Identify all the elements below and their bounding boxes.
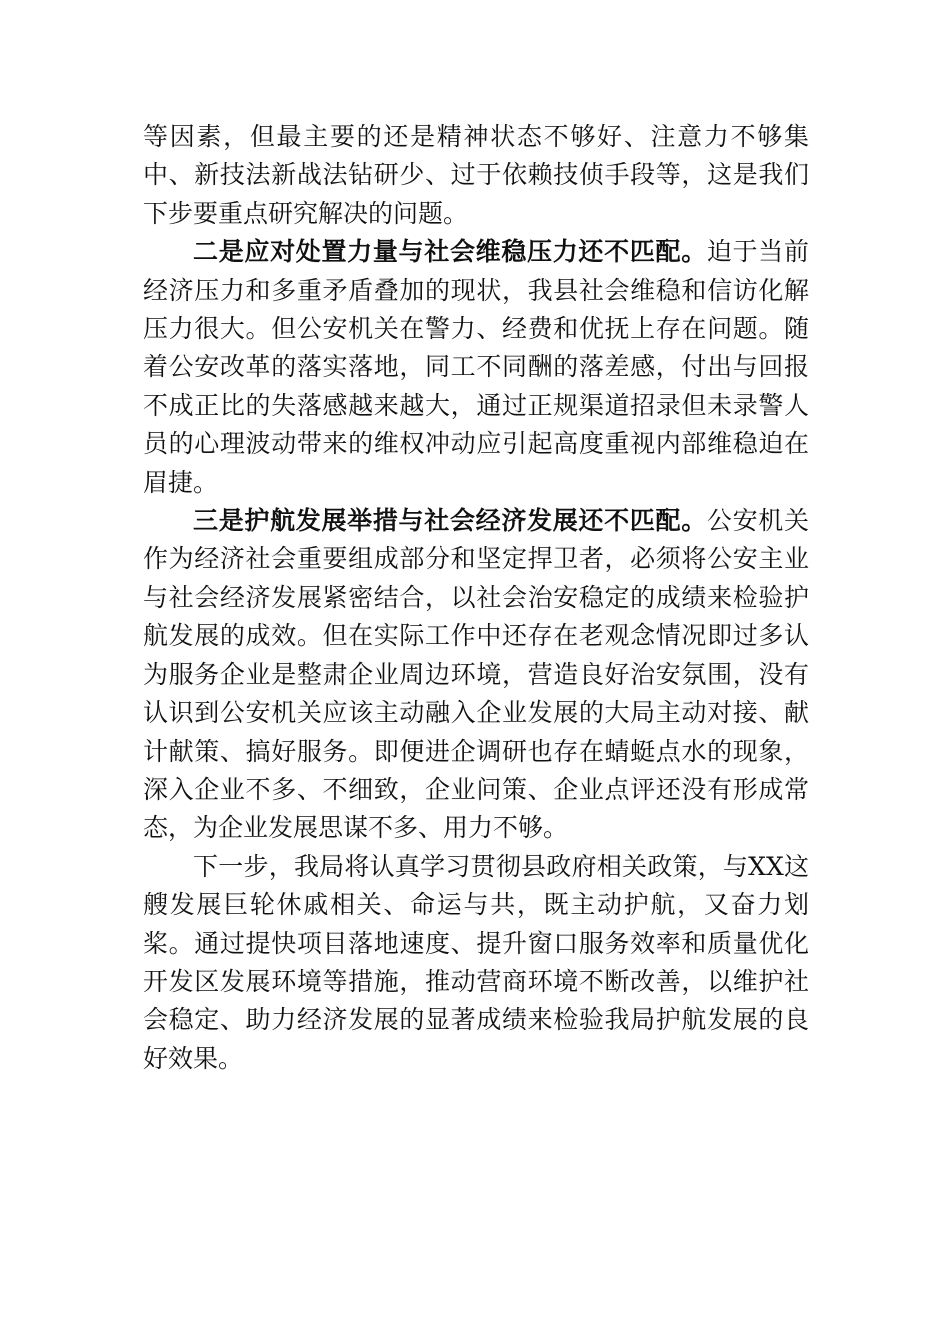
document-page	[143, 118, 809, 1078]
paragraph-text: 迫于当前经济压力和多重矛盾叠加的现状，我县社会维稳和信访化解压力很大。但公安机关在警力、经费和优抚上存在问题。随着公安改革的落实落地，同工不同酬的落差感，付出与回报不成正比的失落感越来越大，通过正规渠道招录但未录警人员的心理波动带来的维权冲动应引起高度重视内部维稳迫在眉捷。	[143, 237, 809, 497]
paragraph-point-three	[143, 502, 809, 848]
paragraph-next-steps	[143, 848, 809, 1078]
paragraph-point-two	[143, 233, 809, 502]
paragraph-text: 公安机关作为经济社会重要组成部分和坚定捍卫者，必须将公安主业与社会经济发展紧密结合，以社会治安稳定的成绩来检验护航发展的成效。但在实际工作中还存在老观念情况即过多认为服务企业是整肃企业周边环境，营造良好治安氛围，没有认识到公安机关应该主动融入企业发展的大局主动对接、献计献策、搞好服务。即便进企调研也存在蜻蜓点水的现象，深入企业不多、不细致，企业问策、企业点评还没有形成常态，为企业发展思谋不多、用力不够。	[143, 506, 809, 843]
paragraph-heading: 二是应对处置力量与社会维稳压力还不匹配。	[193, 237, 707, 267]
paragraph-continuation	[143, 118, 809, 233]
paragraph-heading: 三是护航发展举措与社会经济发展还不匹配。	[193, 506, 707, 536]
paragraph-text: 下一步，我局将认真学习贯彻县政府相关政策，与XX这艘发展巨轮休戚相关、命运与共，既主动护航，又奋力划桨。通过提快项目落地速度、提升窗口服务效率和质量优化开发区发展环境等措施，推动营商环境不断改善，以维护社会稳定、助力经济发展的显著成绩来检验我局护航发展的良好效果。	[143, 851, 809, 1073]
paragraph-text: 等因素，但最主要的还是精神状态不够好、注意力不够集中、新技法新战法钻研少、过于依赖技侦手段等，这是我们下步要重点研究解决的问题。	[143, 122, 809, 228]
